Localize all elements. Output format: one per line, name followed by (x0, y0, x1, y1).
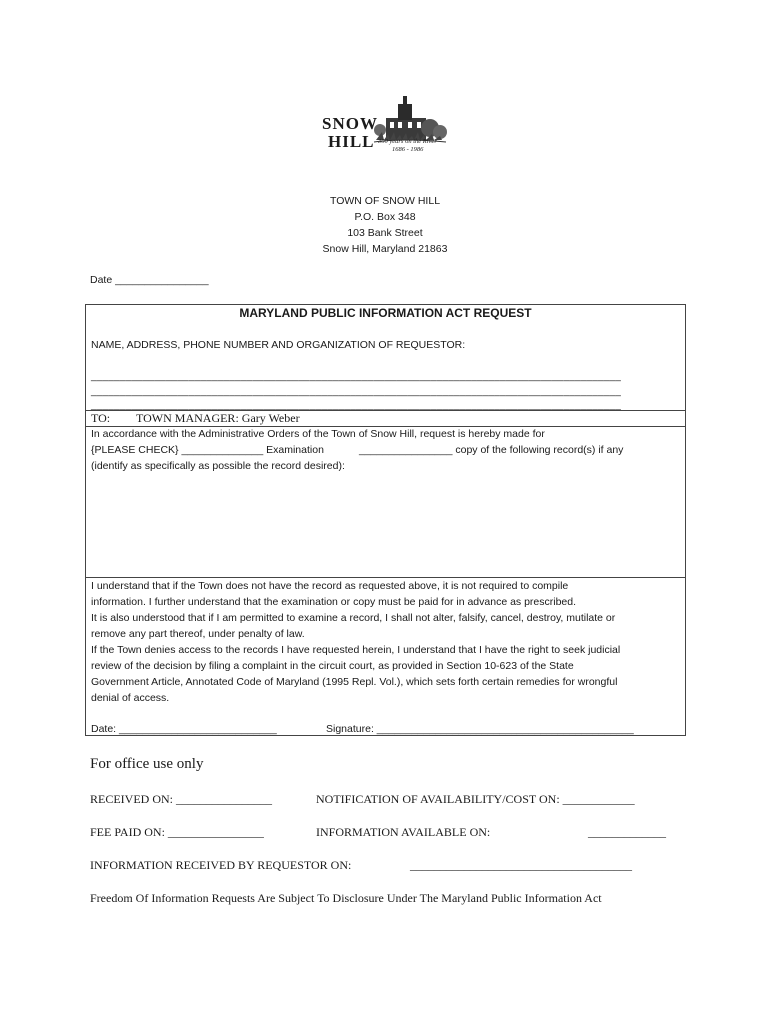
to-value: TOWN MANAGER: Gary Weber (136, 411, 300, 425)
signature-field[interactable]: Signature: ____________________________________________ (326, 723, 634, 735)
record-instructions: (identify as specifically as possible the record desired): (91, 460, 345, 472)
logo-hill-text: HILL (328, 132, 375, 151)
requestor-blank-line-1[interactable]: ____________________________________________________________________________________________ (91, 371, 622, 382)
examination-option[interactable]: {PLEASE CHECK} ______________ Examination (91, 444, 324, 456)
notice-line: review of the decision by filing a complaint in the circuit court, as provided in Section 10-623 of the State (91, 660, 574, 672)
notice-line: Government Article, Annotated Code of Maryland (1995 Repl. Vol.), which sets forth certain remedies for wrongful (91, 676, 618, 688)
signature-date-field[interactable]: Date: ___________________________ (91, 723, 277, 735)
requestor-blank-line-3[interactable]: ____________________________________________________________________________________________ (91, 400, 622, 411)
to-label: TO: (91, 411, 111, 425)
notice-line: If the Town denies access to the records I have requested herein, I understand that I have the right to seek judicial (91, 644, 621, 656)
po-box: P.O. Box 348 (354, 211, 416, 223)
request-intro: In accordance with the Administrative Orders of the Town of Snow Hill, request is hereby made for (91, 428, 545, 440)
snow-hill-logo (314, 92, 454, 156)
logo-tagline: 300 years on the River (378, 138, 437, 145)
divider-request (85, 426, 686, 427)
divider-notice (85, 577, 686, 578)
street-address: 103 Bank Street (347, 227, 423, 239)
info-available-label: INFORMATION AVAILABLE ON: (316, 825, 491, 839)
info-received-blank[interactable]: _____________________________________ (410, 858, 632, 872)
notice-line: denial of access. (91, 692, 170, 704)
notice-line: remove any part thereof, under penalty of law. (91, 628, 305, 640)
notice-line: I understand that if the Town does not have the record as requested above, it is not required to compile (91, 580, 569, 592)
office-use-heading: For office use only (90, 756, 204, 772)
requestor-label: NAME, ADDRESS, PHONE NUMBER AND ORGANIZATION OF REQUESTOR: (91, 339, 466, 351)
requestor-blank-line-2[interactable]: ____________________________________________________________________________________________ (91, 386, 622, 397)
town-name: TOWN OF SNOW HILL (329, 195, 441, 207)
date-field[interactable]: Date ________________ (90, 274, 209, 286)
notice-line: It is also understood that if I am permitted to examine a record, I shall not alter, falsify, cancel, destroy, mutilate or (91, 612, 616, 624)
fee-paid-field[interactable]: FEE PAID ON: ________________ (90, 825, 264, 839)
form-title: MARYLAND PUBLIC INFORMATION ACT REQUEST (239, 306, 532, 320)
notice-line: information. I further understand that the examination or copy must be paid for in advance as prescribed. (91, 596, 577, 608)
info-available-blank[interactable]: _____________ (588, 825, 666, 839)
disclosure-footer: Freedom Of Information Requests Are Subject To Disclosure Under The Maryland Public Information Act (90, 891, 602, 905)
info-received-label: INFORMATION RECEIVED BY REQUESTOR ON: (90, 858, 352, 872)
logo-years: 1686 - 1986 (392, 146, 424, 153)
logo-snow-text: SNOW (322, 114, 378, 133)
received-on-field[interactable]: RECEIVED ON: ________________ (90, 792, 272, 806)
city-state-zip: Snow Hill, Maryland 21863 (322, 243, 448, 255)
copy-option[interactable]: ________________ copy of the following record(s) if any (359, 444, 624, 456)
notification-field[interactable]: NOTIFICATION OF AVAILABILITY/COST ON: ____________ (316, 792, 635, 806)
